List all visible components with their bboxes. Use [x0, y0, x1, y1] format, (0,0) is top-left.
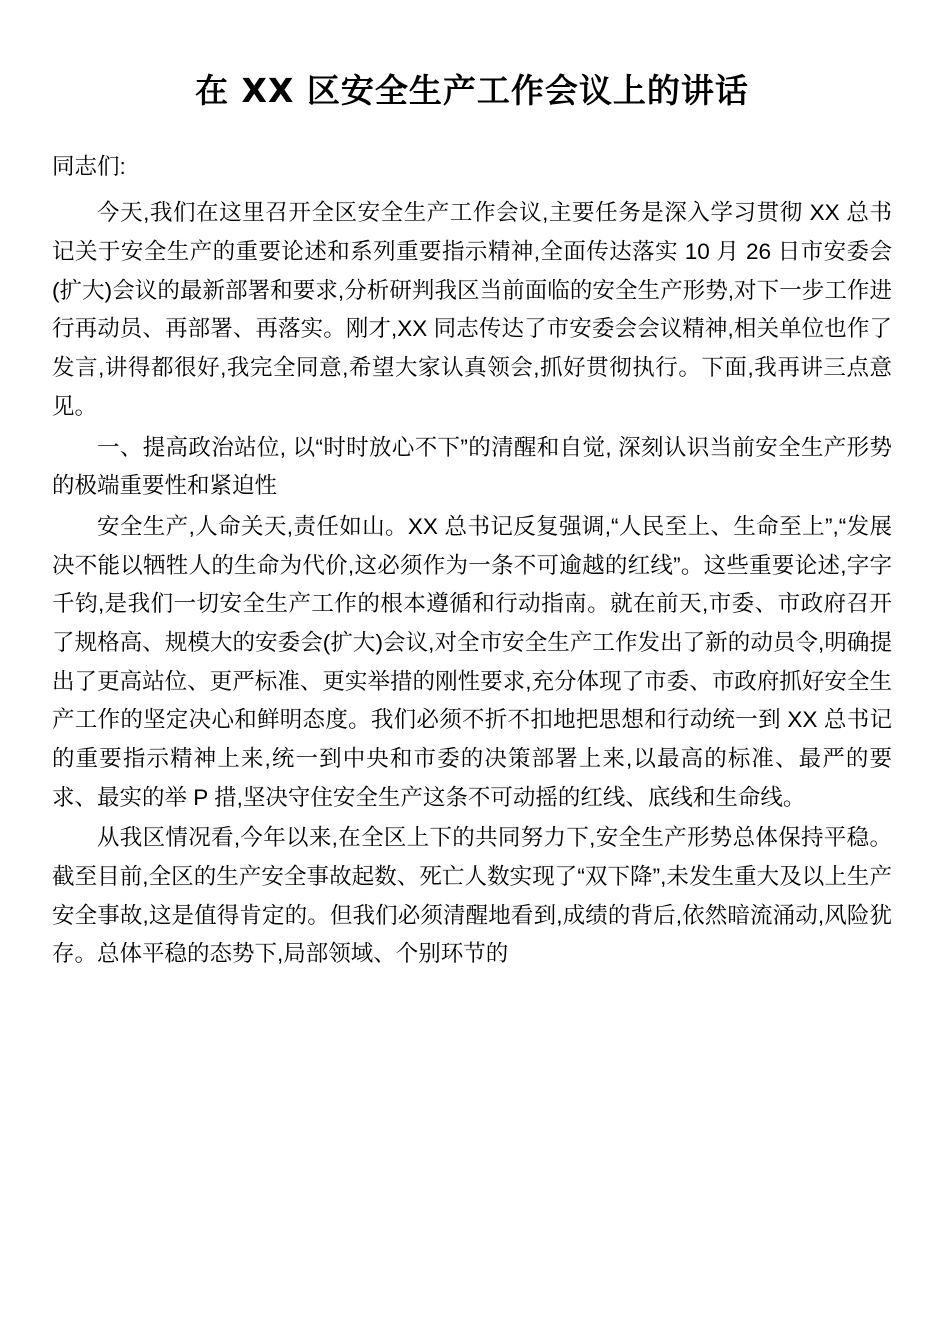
- salutation: 同志们:: [52, 153, 126, 179]
- paragraph-2: 安全生产,人命关天,责任如山。XX 总书记反复强调,“人民至上、生命至上”,“发展决不能以牺牲人的生命为代价,这必须作为一条不可逾越的红线”。这些重要论述,字字千钧,是我们一切安全生产工作的根本遵循和行动指南。就在前天,市委、市政府召开了规格高、规模大的安委会(扩大)会议,对全市安全生产工作发出了新的动员令,明确提出了更高站位、更严标准、更实举措的刚性要求,充分体现了市委、市政府抓好安全生产工作的坚定决心和鲜明态度。我们必须不折不扣地把思想和行动统一到 XX 总书记的重要指示精神上来,统一到中央和市委的决策部署上来,以最高的标准、最严的要求、最实的举 P 措,坚决守住安全生产这条不可动摇的红线、底线和生命线。: [52, 513, 892, 810]
- paragraph-1: 今天,我们在这里召开全区安全生产工作会议,主要任务是深入学习贯彻 XX 总书记关于安全生产的重要论述和系列重要指示精神,全面传达落实 10 月 26 日市安委会(扩大)会议的最新部署和要求,分析研判我区当前面临的安全生产形势,对下一步工作进行再动员、再部署、再落实。刚才,XX 同志传达了市安委会会议精神,相关单位也作了发言,讲得都很好,我完全同意,希望大家认真领会,抓好贯彻执行。下面,我再讲三点意见。: [52, 200, 892, 419]
- paragraph-3: 从我区情况看,今年以来,在全区上下的共同努力下,安全生产形势总体保持平稳。截至目前,全区的生产安全事故起数、死亡人数实现了“双下降”,未发生重大及以上生产安全事故,这是值得肯定的。但我们必须清醒地看到,成绩的背后,依然暗流涌动,风险犹存。总体平稳的态势下,局部领域、个别环节的: [52, 825, 892, 967]
- page-title: 在 XX 区安全生产工作会议上的讲话: [195, 71, 749, 110]
- section-heading-1: 一、提高政治站位, 以“时时放心不下”的清醒和自觉, 深刻认识当前安全生产形势的极端重要性和紧迫性: [52, 434, 892, 499]
